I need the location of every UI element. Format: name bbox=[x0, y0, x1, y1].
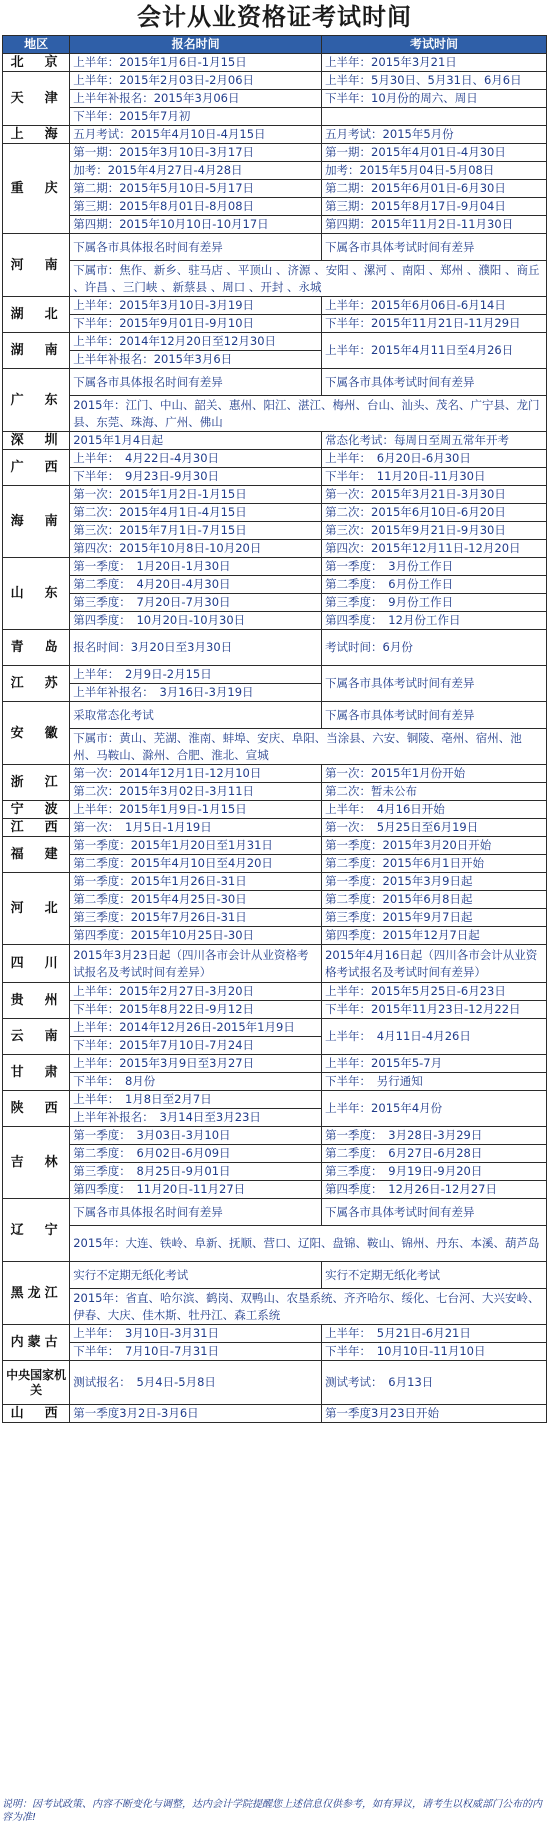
region-cell: 四 川 bbox=[3, 945, 70, 983]
table-row bbox=[3, 873, 547, 891]
registration-time-cell: 第二次：2015年3月02日-3月11日 bbox=[70, 783, 322, 801]
table-row bbox=[3, 1262, 547, 1289]
region-cell: 安 徽 bbox=[3, 702, 70, 765]
table-row bbox=[3, 54, 547, 72]
registration-time-cell: 上半年补报名： 3月16日-3月19日 bbox=[70, 684, 322, 702]
table-row bbox=[3, 666, 547, 684]
registration-time-cell: 第三季度： 8月25日-9月01日 bbox=[70, 1163, 322, 1181]
registration-time-cell: 上半年： 2月9日-2月15日 bbox=[70, 666, 322, 684]
registration-time-cell: 采取常态化考试 bbox=[70, 702, 322, 729]
registration-time-cell: 第一季度：2015年1月26日-31日 bbox=[70, 873, 322, 891]
table-row bbox=[3, 1145, 547, 1163]
table-row bbox=[3, 369, 547, 396]
table-row bbox=[3, 333, 547, 351]
registration-time-cell: 下属各市具体报名时间有差异 bbox=[70, 369, 322, 396]
exam-time-cell: 下半年： 另行通知 bbox=[322, 1073, 547, 1091]
table-row bbox=[3, 1127, 547, 1145]
exam-time-cell: 第一季度： 3月份工作日 bbox=[322, 558, 547, 576]
registration-time-cell: 第一次：2015年1月2日-1月15日 bbox=[70, 486, 322, 504]
exam-time-cell: 第一次：2015年3月21日-3月30日 bbox=[322, 486, 547, 504]
registration-time-cell: 第三次：2015年7月1日-7月15日 bbox=[70, 522, 322, 540]
registration-time-cell: 第四季度： 11月20日-11月27日 bbox=[70, 1181, 322, 1199]
table-row bbox=[3, 504, 547, 522]
table-row bbox=[3, 216, 547, 234]
registration-time-cell: 第四季度：2015年10月25日-30日 bbox=[70, 927, 322, 945]
header-region: 地区 bbox=[3, 36, 70, 54]
registration-time-cell: 第一次：2014年12月1日-12月10日 bbox=[70, 765, 322, 783]
exam-time-cell: 第三期：2015年8月17日-9月04日 bbox=[322, 198, 547, 216]
region-cell: 中央国家机关 bbox=[3, 1361, 70, 1405]
region-cell: 宁 波 bbox=[3, 801, 70, 819]
table-row bbox=[3, 162, 547, 180]
table-row bbox=[3, 198, 547, 216]
exam-time-cell: 第一次：2015年1月份开始 bbox=[322, 765, 547, 783]
table-row bbox=[3, 1361, 547, 1405]
table-row bbox=[3, 1073, 547, 1091]
table-row bbox=[3, 819, 547, 837]
region-cell: 甘 肃 bbox=[3, 1055, 70, 1091]
table-row bbox=[3, 180, 547, 198]
registration-time-cell: 上半年：2014年12月20日至12月30日 bbox=[70, 333, 322, 351]
header-registration: 报名时间 bbox=[70, 36, 322, 54]
table-row bbox=[3, 432, 547, 450]
exam-time-cell: 第三次：2015年9月21日-9月30日 bbox=[322, 522, 547, 540]
table-row bbox=[3, 558, 547, 576]
registration-time-cell: 下半年： 9月23日-9月30日 bbox=[70, 468, 322, 486]
cities-list-cell: 2015年：江门、中山、韶关、惠州、阳江、湛江、梅州、台山、汕头、茂名、广宁县、龙门县、东莞、珠海、广州、佛山 bbox=[70, 396, 547, 432]
table-body bbox=[3, 54, 547, 1423]
table-row bbox=[3, 1289, 547, 1325]
registration-time-cell: 下半年： 7月10日-7月31日 bbox=[70, 1343, 322, 1361]
table-row bbox=[3, 1226, 547, 1262]
region-cell: 黑龙江 bbox=[3, 1262, 70, 1325]
registration-time-cell: 下半年： 8月份 bbox=[70, 1073, 322, 1091]
table-row bbox=[3, 1055, 547, 1073]
table-row bbox=[3, 108, 547, 126]
registration-time-cell: 上半年：2015年1月9日-1月15日 bbox=[70, 801, 322, 819]
exam-time-cell: 下半年：2015年11月21日-11月29日 bbox=[322, 315, 547, 333]
exam-time-cell: 上半年：2015年3月21日 bbox=[322, 54, 547, 72]
table-row bbox=[3, 1199, 547, 1226]
table-row bbox=[3, 1343, 547, 1361]
table-row bbox=[3, 261, 547, 297]
exam-time-cell: 五月考试：2015年5月份 bbox=[322, 126, 547, 144]
region-cell: 山 西 bbox=[3, 1405, 70, 1423]
exam-time-cell: 第一季度： 3月28日-3月29日 bbox=[322, 1127, 547, 1145]
table-row bbox=[3, 1091, 547, 1109]
table-row bbox=[3, 765, 547, 783]
table-row bbox=[3, 144, 547, 162]
table-row bbox=[3, 522, 547, 540]
exam-time-cell: 第二季度：2015年6月1日开始 bbox=[322, 855, 547, 873]
exam-time-cell: 下属各市具体考试时间有差异 bbox=[322, 702, 547, 729]
page-title: 会计从业资格证考试时间 bbox=[137, 2, 412, 31]
registration-time-cell: 上半年：2015年2月03日-2月06日 bbox=[70, 72, 322, 90]
exam-time-cell: 第四季度： 12月26日-12月27日 bbox=[322, 1181, 547, 1199]
registration-time-cell: 第二季度： 6月02日-6月09日 bbox=[70, 1145, 322, 1163]
region-cell: 湖 北 bbox=[3, 297, 70, 333]
exam-time-cell: 第四季度： 12月份工作日 bbox=[322, 612, 547, 630]
exam-time-cell: 实行不定期无纸化考试 bbox=[322, 1262, 547, 1289]
exam-time-cell: 第一季度：2015年3月9日起 bbox=[322, 873, 547, 891]
registration-time-cell: 第一季度3月2日-3月6日 bbox=[70, 1405, 322, 1423]
registration-time-cell: 第三期：2015年8月01日-8月08日 bbox=[70, 198, 322, 216]
registration-time-cell: 第一季度： 3月03日-3月10日 bbox=[70, 1127, 322, 1145]
registration-time-cell: 第二次：2015年4月1日-4月15日 bbox=[70, 504, 322, 522]
region-cell: 陕 西 bbox=[3, 1091, 70, 1127]
exam-time-cell: 第一季度：2015年3月20日开始 bbox=[322, 837, 547, 855]
region-cell: 内蒙古 bbox=[3, 1325, 70, 1361]
table-row bbox=[3, 1405, 547, 1423]
registration-time-cell: 第三季度：2015年7月26日-31日 bbox=[70, 909, 322, 927]
table-row bbox=[3, 90, 547, 108]
exam-time-cell: 考试时间：6月份 bbox=[322, 630, 547, 666]
disclaimer-note: 说明：因考试政策、内容不断变化与调整，达内会计学院提醒您上述信息仅供参考，如有异议，请考生以权威部门公布的内容为准! bbox=[2, 1799, 542, 1823]
cities-list-cell: 2015年：大连、铁岭、阜新、抚顺、营口、辽阳、盘锦、鞍山、锦州、丹东、本溪、葫芦岛 bbox=[70, 1226, 547, 1262]
region-cell: 湖 南 bbox=[3, 333, 70, 369]
exam-time-cell: 第二次：2015年6月10日-6月20日 bbox=[322, 504, 547, 522]
region-cell: 天 津 bbox=[3, 72, 70, 126]
registration-time-cell: 上半年：2015年1月6日-1月15日 bbox=[70, 54, 322, 72]
region-cell: 云 南 bbox=[3, 1019, 70, 1055]
region-cell: 江 苏 bbox=[3, 666, 70, 702]
registration-time-cell: 第二季度：2015年4月10日至4月20日 bbox=[70, 855, 322, 873]
table-row bbox=[3, 576, 547, 594]
exam-time-cell: 第四季度：2015年12月7日起 bbox=[322, 927, 547, 945]
registration-time-cell: 实行不定期无纸化考试 bbox=[70, 1262, 322, 1289]
exam-time-cell: 第二季度： 6月份工作日 bbox=[322, 576, 547, 594]
region-cell: 山 东 bbox=[3, 558, 70, 630]
table-row bbox=[3, 1325, 547, 1343]
region-cell: 海 南 bbox=[3, 486, 70, 558]
registration-time-cell: 上半年补报名：2015年3月6日 bbox=[70, 351, 322, 369]
table-row bbox=[3, 927, 547, 945]
registration-time-cell: 五月考试：2015年4月10日-4月15日 bbox=[70, 126, 322, 144]
table-row bbox=[3, 1181, 547, 1199]
region-cell: 重 庆 bbox=[3, 144, 70, 234]
table-row bbox=[3, 945, 547, 983]
registration-time-cell: 第二季度：2015年4月25日-30日 bbox=[70, 891, 322, 909]
region-cell: 北 京 bbox=[3, 54, 70, 72]
table-row bbox=[3, 468, 547, 486]
registration-time-cell: 上半年：2015年3月10日-3月19日 bbox=[70, 297, 322, 315]
exam-time-cell: 第一季度3月23日开始 bbox=[322, 1405, 547, 1423]
exam-time-cell: 上半年：2015年6月06日-6月14日 bbox=[322, 297, 547, 315]
exam-time-cell: 上半年：2015年5月25日-6月23日 bbox=[322, 983, 547, 1001]
exam-time-cell: 第三季度： 9月份工作日 bbox=[322, 594, 547, 612]
region-cell: 辽 宁 bbox=[3, 1199, 70, 1262]
region-cell: 吉 林 bbox=[3, 1127, 70, 1199]
exam-time-cell: 下半年：10月份的周六、周日 bbox=[322, 90, 547, 108]
region-cell: 深 圳 bbox=[3, 432, 70, 450]
table-row bbox=[3, 126, 547, 144]
exam-time-cell: 加考：2015年5月04日-5月08日 bbox=[322, 162, 547, 180]
registration-time-cell: 第二季度： 4月20日-4月30日 bbox=[70, 576, 322, 594]
registration-time-cell: 第一季度： 1月20日-1月30日 bbox=[70, 558, 322, 576]
registration-time-cell: 2015年1月4日起 bbox=[70, 432, 322, 450]
table-row bbox=[3, 983, 547, 1001]
table-row bbox=[3, 612, 547, 630]
region-cell: 河 南 bbox=[3, 234, 70, 297]
table-row bbox=[3, 1163, 547, 1181]
table-row bbox=[3, 1019, 547, 1037]
region-cell: 江 西 bbox=[3, 819, 70, 837]
cities-list-cell: 下属市：黄山、芜湖、淮南、蚌埠、安庆、阜阳、当涂县、六安、铜陵、亳州、宿州、池州、马鞍山、滁州、合肥、淮北、宣城 bbox=[70, 729, 547, 765]
registration-time-cell: 报名时间：3月20日至3月30日 bbox=[70, 630, 322, 666]
table-row bbox=[3, 801, 547, 819]
table-row bbox=[3, 315, 547, 333]
region-cell: 上 海 bbox=[3, 126, 70, 144]
exam-time-cell: 上半年： 4月16日开始 bbox=[322, 801, 547, 819]
exam-time-cell: 上半年：2015年4月份 bbox=[322, 1091, 547, 1127]
registration-time-cell: 上半年： 3月10日-3月31日 bbox=[70, 1325, 322, 1343]
region-cell: 青 岛 bbox=[3, 630, 70, 666]
table-row bbox=[3, 891, 547, 909]
region-cell: 广 东 bbox=[3, 369, 70, 432]
registration-time-cell: 第一期：2015年3月10日-3月17日 bbox=[70, 144, 322, 162]
registration-time-cell: 下半年：2015年7月初 bbox=[70, 108, 322, 126]
exam-schedule-table bbox=[2, 35, 547, 1423]
table-row bbox=[3, 297, 547, 315]
exam-time-cell: 下属各市具体考试时间有差异 bbox=[322, 234, 547, 261]
registration-time-cell: 下半年：2015年9月01日-9月10日 bbox=[70, 315, 322, 333]
region-cell: 浙 江 bbox=[3, 765, 70, 801]
table-row bbox=[3, 450, 547, 468]
registration-time-cell: 下半年：2015年7月10日-7月24日 bbox=[70, 1037, 322, 1055]
table-row bbox=[3, 594, 547, 612]
cities-list-cell: 2015年：省直、哈尔滨、鹤岗、双鸭山、农垦系统、齐齐哈尔、绥化、七台河、大兴安岭、伊春、大庆、佳木斯、牡丹江、森工系统 bbox=[70, 1289, 547, 1325]
registration-time-cell: 第一季度：2015年1月20日至1月31日 bbox=[70, 837, 322, 855]
table-row bbox=[3, 702, 547, 729]
exam-time-cell: 第三季度：2015年9月7日起 bbox=[322, 909, 547, 927]
registration-time-cell: 下属各市具体报名时间有差异 bbox=[70, 234, 322, 261]
exam-time-cell: 上半年： 5月21日-6月21日 bbox=[322, 1325, 547, 1343]
registration-time-cell: 上半年： 1月8日至2月7日 bbox=[70, 1091, 322, 1109]
table-row bbox=[3, 540, 547, 558]
registration-time-cell: 测试报名： 5月4日-5月8日 bbox=[70, 1361, 322, 1405]
table-row bbox=[3, 855, 547, 873]
exam-time-cell: 第三季度： 9月19日-9月20日 bbox=[322, 1163, 547, 1181]
registration-time-cell: 上半年补报名：2015年3月06日 bbox=[70, 90, 322, 108]
exam-time-cell: 上半年： 6月20日-6月30日 bbox=[322, 450, 547, 468]
registration-time-cell: 第一次： 1月5日-1月19日 bbox=[70, 819, 322, 837]
table-row bbox=[3, 234, 547, 261]
registration-time-cell: 上半年：2015年3月9日至3月27日 bbox=[70, 1055, 322, 1073]
exam-time-cell: 下属各市具体考试时间有差异 bbox=[322, 369, 547, 396]
exam-time-cell: 上半年：2015年5-7月 bbox=[322, 1055, 547, 1073]
registration-time-cell: 第四次：2015年10月8日-10月20日 bbox=[70, 540, 322, 558]
region-cell: 河 北 bbox=[3, 873, 70, 945]
exam-time-cell: 常态化考试：每周日至周五常年开考 bbox=[322, 432, 547, 450]
table-row bbox=[3, 1001, 547, 1019]
exam-time-cell: 下半年：2015年11月23日-12月22日 bbox=[322, 1001, 547, 1019]
table-header-row bbox=[3, 36, 547, 54]
exam-time-cell bbox=[322, 108, 547, 126]
exam-time-cell: 测试考试： 6月13日 bbox=[322, 1361, 547, 1405]
table-row bbox=[3, 909, 547, 927]
exam-time-cell: 下半年： 10月10日-11月10日 bbox=[322, 1343, 547, 1361]
exam-time-cell: 第四次：2015年12月11日-12月20日 bbox=[322, 540, 547, 558]
registration-time-cell: 第三季度： 7月20日-7月30日 bbox=[70, 594, 322, 612]
table-row bbox=[3, 486, 547, 504]
registration-time-cell: 下半年：2015年8月22日-9月12日 bbox=[70, 1001, 322, 1019]
registration-time-cell: 上半年：2015年2月27日-3月20日 bbox=[70, 983, 322, 1001]
exam-time-cell: 第一期：2015年4月01日-4月30日 bbox=[322, 144, 547, 162]
registration-time-cell: 2015年3月23日起（四川各市会计从业资格考试报名及考试时间有差异） bbox=[70, 945, 322, 983]
exam-time-cell: 第二季度：2015年6月8日起 bbox=[322, 891, 547, 909]
registration-time-cell: 第二期：2015年5月10日-5月17日 bbox=[70, 180, 322, 198]
registration-time-cell: 上半年： 4月22日-4月30日 bbox=[70, 450, 322, 468]
registration-time-cell: 加考：2015年4月27日-4月28日 bbox=[70, 162, 322, 180]
registration-time-cell: 第四季度： 10月20日-10月30日 bbox=[70, 612, 322, 630]
region-cell: 福 建 bbox=[3, 837, 70, 873]
exam-time-cell: 上半年： 4月11日-4月26日 bbox=[322, 1019, 547, 1055]
exam-time-cell: 上半年：2015年4月11日至4月26日 bbox=[322, 333, 547, 369]
registration-time-cell: 下属各市具体报名时间有差异 bbox=[70, 1199, 322, 1226]
exam-time-cell: 第二期：2015年6月01日-6月30日 bbox=[322, 180, 547, 198]
registration-time-cell: 上半年：2014年12月26日-2015年1月9日 bbox=[70, 1019, 322, 1037]
header-exam: 考试时间 bbox=[322, 36, 547, 54]
table-row bbox=[3, 72, 547, 90]
exam-time-cell: 第一次： 5月25日至6月19日 bbox=[322, 819, 547, 837]
table-row bbox=[3, 837, 547, 855]
registration-time-cell: 上半年补报名： 3月14日至3月23日 bbox=[70, 1109, 322, 1127]
table-row bbox=[3, 783, 547, 801]
exam-time-cell: 下半年： 11月20日-11月30日 bbox=[322, 468, 547, 486]
cities-list-cell: 下属市：焦作、新乡、驻马店 、平顶山 、济源 、安阳 、漯河 、南阳 、郑州 、濮阳 、商丘 、许昌 、三门峡 、新蔡县 、周口 、开封 、永城 bbox=[70, 261, 547, 297]
exam-time-cell: 第二季度： 6月27日-6月28日 bbox=[322, 1145, 547, 1163]
exam-time-cell: 下属各市具体考试时间有差异 bbox=[322, 666, 547, 702]
exam-time-cell: 第四期：2015年11月2日-11月30日 bbox=[322, 216, 547, 234]
table-row bbox=[3, 630, 547, 666]
exam-time-cell: 第二次：暂未公布 bbox=[322, 783, 547, 801]
region-cell: 贵 州 bbox=[3, 983, 70, 1019]
exam-time-cell: 2015年4月16日起（四川各市会计从业资格考试报名及考试时间有差异） bbox=[322, 945, 547, 983]
registration-time-cell: 第四期：2015年10月10日-10月17日 bbox=[70, 216, 322, 234]
exam-time-cell: 下属各市具体考试时间有差异 bbox=[322, 1199, 547, 1226]
region-cell: 广 西 bbox=[3, 450, 70, 486]
table-row bbox=[3, 396, 547, 432]
table-row bbox=[3, 729, 547, 765]
exam-time-cell: 上半年：5月30日、5月31日、6月6日 bbox=[322, 72, 547, 90]
